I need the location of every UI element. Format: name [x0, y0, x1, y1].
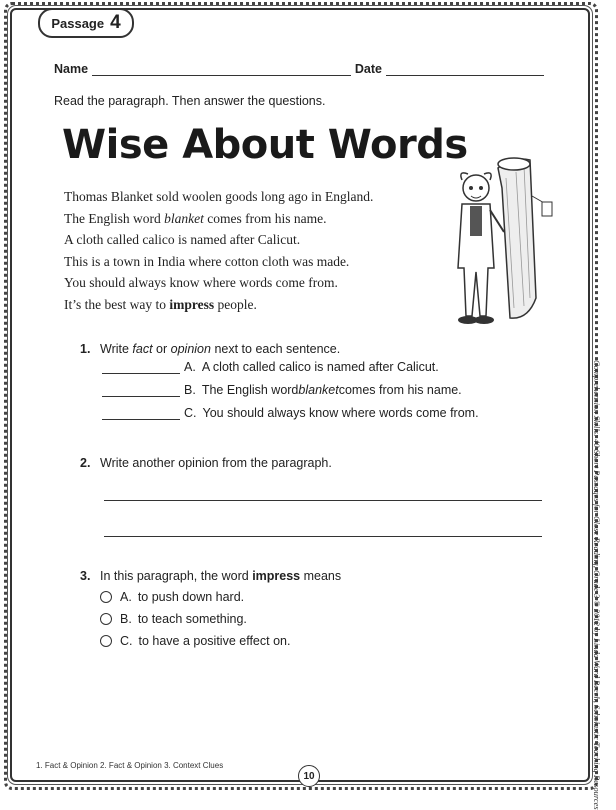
answer-line[interactable]: [104, 500, 542, 501]
question-3: 3. In this paragraph, the word impress means: [80, 569, 342, 583]
name-date-row: [54, 62, 544, 76]
name-field[interactable]: [92, 63, 351, 76]
question-2-number: 2.: [80, 456, 91, 470]
instructions: Read the paragraph. Then answer the questions.: [54, 94, 326, 108]
passage-tab: [38, 8, 134, 38]
passage-label: Passage: [51, 15, 105, 31]
paragraph-line: Thomas Blanket sold woolen goods long ago in England.: [64, 189, 374, 204]
radio-bubble[interactable]: [100, 591, 112, 603]
fact-opinion-item-c: C. You should always know where words come from.: [102, 406, 479, 420]
passage-number: 4: [110, 12, 121, 33]
choice-b[interactable]: B. to teach something.: [100, 612, 247, 626]
choice-a[interactable]: A. to push down hard.: [100, 590, 244, 604]
page-number: 10: [298, 765, 320, 787]
fact-opinion-item-a: A. A cloth called calico is named after Calicut.: [102, 360, 439, 374]
fact-opinion-item-b: B. The English word blanket comes from his name.: [102, 383, 462, 397]
copyright-text: Comprehension Skills: 40 Short Passages for Close Reading, Grade 3 © 2012 by Linda Ward Beech, Scholastic Teaching Resources: [592, 360, 602, 810]
paragraph-line: The English word blanket comes from his name.: [64, 210, 327, 226]
radio-bubble[interactable]: [100, 635, 112, 647]
footer-skills: 1. Fact & Opinion 2. Fact & Opinion 3. Context Clues: [36, 761, 224, 770]
name-label: Name: [54, 62, 89, 76]
question-1-number: 1.: [80, 342, 91, 356]
answer-line[interactable]: [104, 536, 542, 537]
man-with-blanket-illustration: [428, 148, 564, 328]
question-1: 1. Write fact or opinion next to each sentence.: [80, 342, 341, 356]
paragraph-line: This is a town in India where cotton cloth was made.: [64, 253, 350, 269]
choice-c[interactable]: C. to have a positive effect on.: [100, 634, 290, 648]
radio-bubble[interactable]: [100, 613, 112, 625]
answer-blank-c[interactable]: [102, 408, 180, 420]
paragraph-line: You should always know where words come from.: [64, 275, 338, 290]
reading-paragraph: [64, 186, 424, 315]
paragraph-line: It’s the best way to impress people.: [64, 296, 257, 312]
copyright-sidebar: [592, 360, 604, 810]
date-label: Date: [354, 62, 382, 76]
answer-blank-b[interactable]: [102, 385, 180, 397]
question-3-number: 3.: [80, 569, 91, 583]
passage-title: Wise About Words: [62, 122, 468, 168]
paragraph-line: A cloth called calico is named after Calicut.: [64, 232, 301, 247]
answer-blank-a[interactable]: [102, 362, 180, 374]
date-field[interactable]: [386, 63, 544, 76]
question-2: 2. Write another opinion from the paragraph.: [80, 456, 332, 470]
